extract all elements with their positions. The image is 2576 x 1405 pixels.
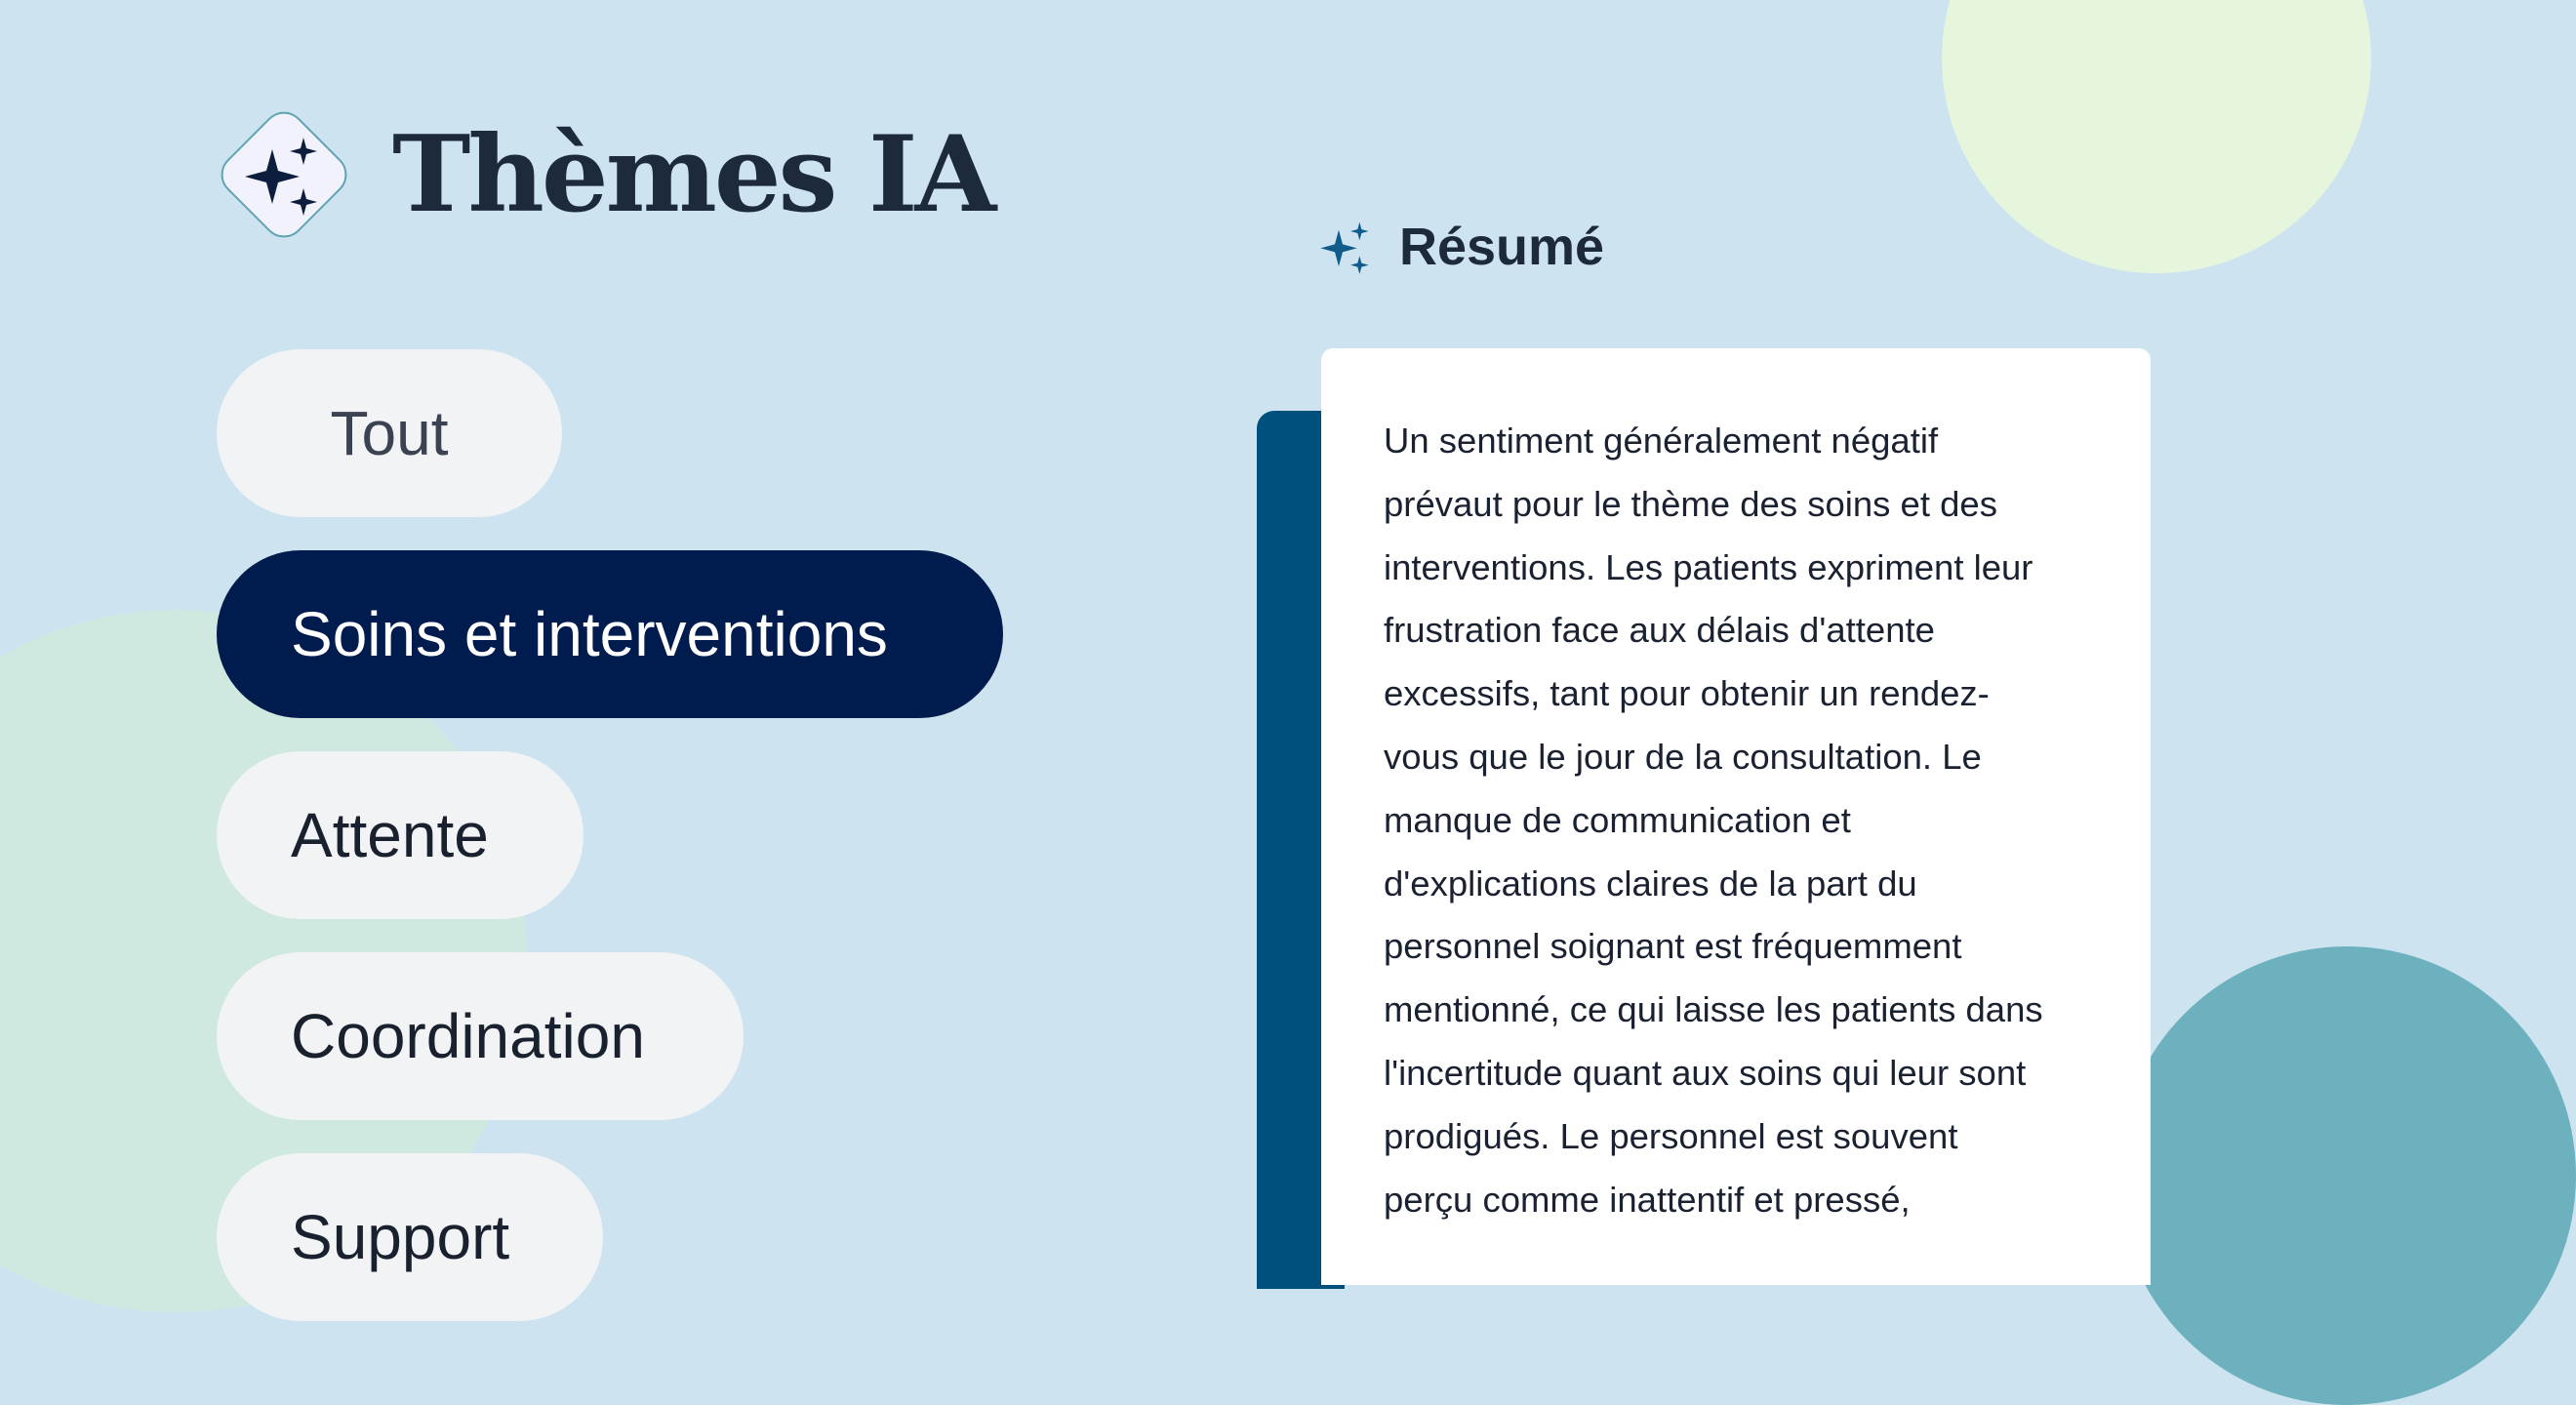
summary-header bbox=[1319, 217, 1604, 277]
decorative-circle-top-right bbox=[1942, 0, 2371, 273]
summary-text: Un sentiment généralement négatif prévaut pour le thème des soins et des interventions. Les patients expriment leur frustration face aux délais d'attente excessifs, tant pour obtenir un rendez- vous que le jour de la consultation. Le manque de communication et d'explications claires de la part du personnel soignant est fréquemment mentionné, ce qui laisse les patients dans l'incertitude quant aux soins qui leur sont prodigués. Le personnel est souvent perçu comme inattentif et pressé, bbox=[1384, 421, 2043, 1220]
app-logo bbox=[213, 103, 355, 246]
decorative-circle-bottom-right bbox=[2117, 946, 2576, 1405]
filter-pill-coordination[interactable]: Coordination bbox=[217, 952, 744, 1120]
filter-pill-attente[interactable]: Attente bbox=[217, 751, 584, 919]
sparkles-icon bbox=[243, 134, 325, 216]
filter-pill-support[interactable]: Support bbox=[217, 1153, 603, 1321]
filter-pill-tout[interactable]: Tout bbox=[217, 349, 562, 517]
summary-card bbox=[1321, 348, 2151, 1285]
app-header bbox=[213, 103, 993, 246]
sparkles-icon bbox=[1319, 220, 1374, 274]
app-title: Thèmes IA bbox=[392, 113, 994, 236]
filter-pill-soins-et-interventions[interactable]: Soins et interventions bbox=[217, 550, 1003, 718]
summary-title: Résumé bbox=[1399, 218, 1605, 276]
